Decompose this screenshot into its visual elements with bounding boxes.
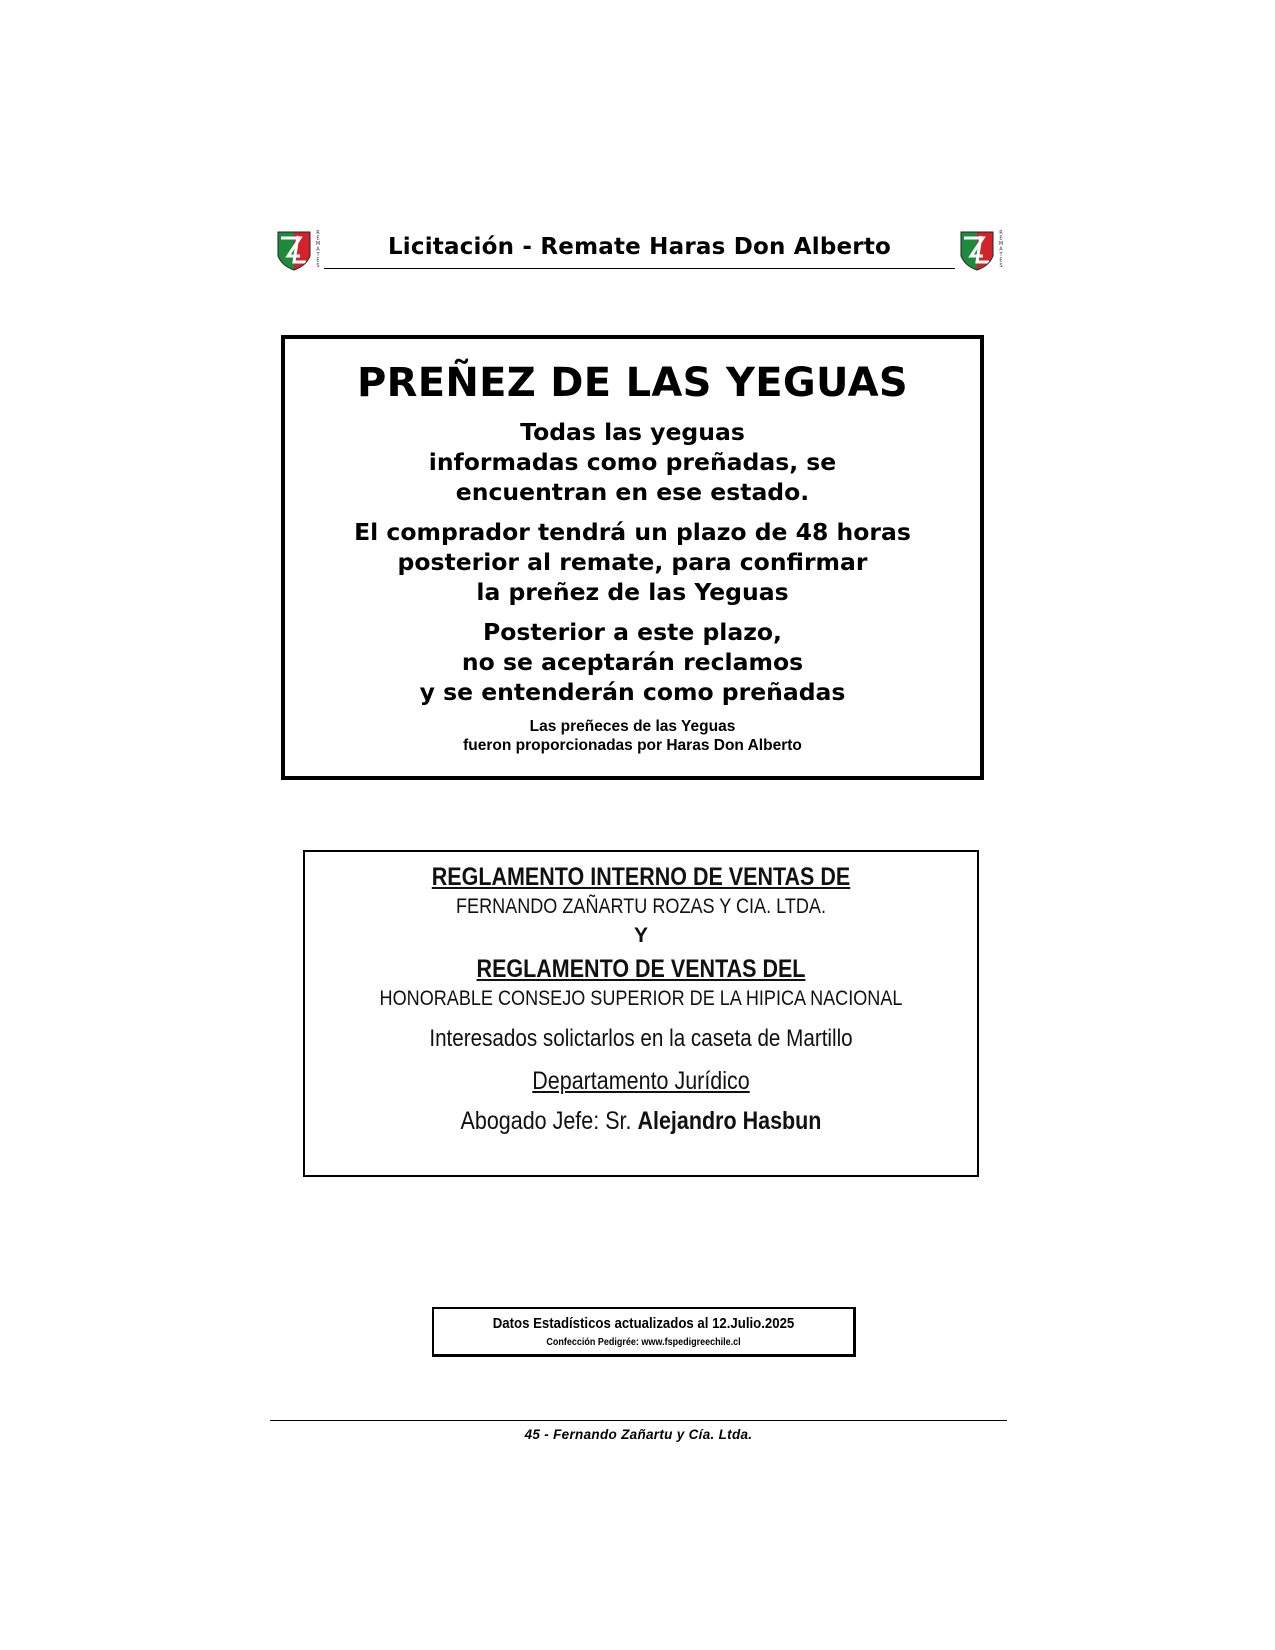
pregnancy-source-note bbox=[285, 717, 980, 755]
regulation-box bbox=[303, 850, 979, 1177]
text-line: El comprador tendrá un plazo de 48 horas bbox=[354, 518, 911, 546]
text-line: y se entenderán como preñadas bbox=[419, 678, 846, 706]
footer-text: 45 - Fernando Zañartu y Cía. Ltda. bbox=[524, 1427, 753, 1442]
pregnancy-title: PREÑEZ DE LAS YEGUAS bbox=[357, 360, 908, 406]
text-line: fueron proporcionadas por Haras Don Alberto bbox=[463, 737, 802, 754]
zl-remates-logo-left bbox=[272, 226, 324, 274]
regulation-heading-2: REGLAMENTO DE VENTAS DEL bbox=[476, 955, 806, 983]
page-header bbox=[272, 226, 1007, 276]
council-name: HONORABLE CONSEJO SUPERIOR DE LA HIPICA NACIONAL bbox=[379, 987, 903, 1010]
stats-box bbox=[432, 1307, 856, 1357]
pregnancy-paragraph-3 bbox=[285, 617, 980, 707]
text-line: la preñez de las Yeguas bbox=[476, 578, 789, 606]
pregnancy-paragraph-2 bbox=[285, 517, 980, 607]
interested-note: Interesados solictarlos en la caseta de Martillo bbox=[429, 1025, 853, 1052]
lawyer-line bbox=[352, 1105, 930, 1137]
department-name: Departamento Jurídico bbox=[532, 1067, 750, 1095]
stats-updated: Datos Estadísticos actualizados al 12.Julio.2025 bbox=[492, 1315, 795, 1332]
text-line: Las preñeces de las Yeguas bbox=[529, 718, 736, 735]
stats-credit: Confección Pedigrée: www.fspedigreechile.cl bbox=[546, 1337, 741, 1348]
text-line: no se aceptarán reclamos bbox=[461, 648, 804, 676]
conjunction: Y bbox=[633, 924, 648, 947]
lawyer-name: Alejandro Hasbun bbox=[637, 1107, 822, 1135]
lawyer-label: Abogado Jefe: Sr. bbox=[460, 1107, 632, 1135]
regulation-heading-1: REGLAMENTO INTERNO DE VENTAS DE bbox=[431, 863, 851, 891]
header-title: Licitación - Remate Haras Don Alberto bbox=[387, 234, 892, 260]
text-line: encuentran en ese estado. bbox=[455, 478, 810, 506]
footer-rule bbox=[270, 1420, 1007, 1421]
text-line: informadas como preñadas, se bbox=[428, 448, 837, 476]
logo-text: R E M A T E S bbox=[315, 230, 321, 269]
text-line: posterior al remate, para confirmar bbox=[397, 548, 868, 576]
pregnancy-paragraph-1 bbox=[285, 417, 980, 507]
pregnancy-notice-box bbox=[281, 335, 984, 780]
text-line: Posterior a este plazo, bbox=[483, 618, 782, 646]
svg-text:REMATES: R E M A T E S bbox=[998, 230, 1004, 269]
text-line: Todas las yeguas bbox=[520, 418, 745, 446]
header-rule bbox=[324, 268, 955, 269]
company-name: FERNANDO ZAÑARTU ROZAS Y CIA. LTDA. bbox=[456, 895, 826, 918]
zl-remates-logo-right bbox=[955, 226, 1007, 274]
